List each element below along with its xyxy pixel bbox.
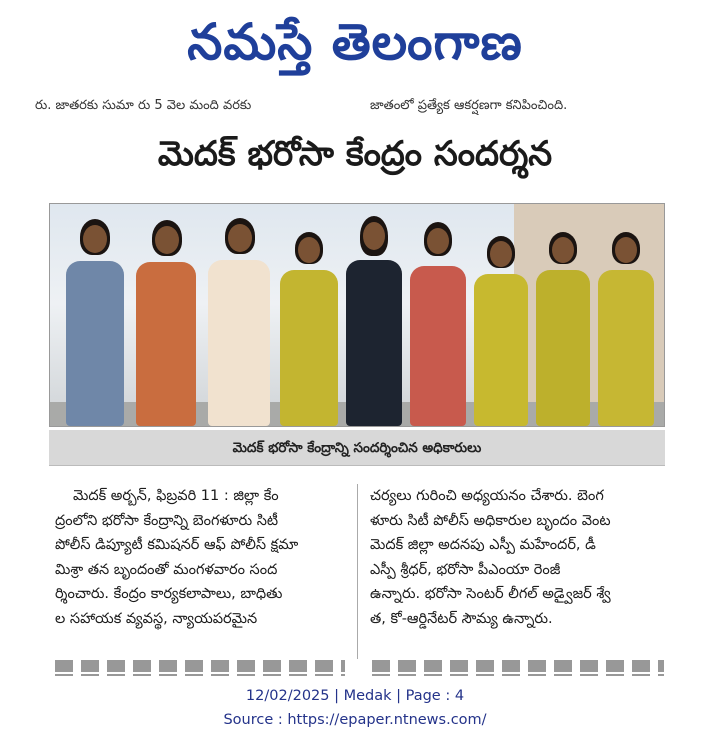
article-text-line: ల సహాయక వ్యవస్థ, న్యాయపరమైన <box>55 610 258 627</box>
newspaper-masthead <box>0 6 710 78</box>
photo-person <box>276 226 342 426</box>
article-text-line: ర్శించారు. కేంద్రం కార్యకలాపాలు, బాధితు <box>55 586 283 602</box>
article-text-line: ఉన్నారు. భరోసా సెంటర్ లీగల్ అడ్వైజర్ శ్వే <box>370 586 611 602</box>
photo-person <box>130 214 202 426</box>
article-column-left <box>55 484 355 631</box>
photo-person <box>342 210 406 426</box>
article-text-line: పోలీస్ డిప్యూటీ కమిషనర్ ఆఫ్ పోలీస్ క్షమా <box>55 537 299 553</box>
article-text-line: త, కో-ఆర్డినేటర్ సౌమ్య ఉన్నారు. <box>370 610 553 627</box>
article-headline: మెదక్ భరోసా కేంద్రం సందర్శన <box>157 134 553 174</box>
photo-person <box>532 226 594 426</box>
photo-person <box>406 214 470 426</box>
article-text-line: ఎస్పీ శ్రీధర్, భరోసా పీఎంయా రెంజీ <box>370 561 561 578</box>
article-text-line: ళూరు సిటీ పోలీస్ అధికారుల బృందం వెంట <box>370 512 611 529</box>
footer-date-line: 12/02/2025 | Medak | Page : 4 <box>245 688 465 704</box>
article-text-line: చర్యలు గురించి అధ్యయనం చేశారు. బెంగ <box>370 488 604 504</box>
masthead-title: నమస్తే తెలంగాణ <box>187 12 523 71</box>
photo-person <box>470 230 532 426</box>
previous-article-line-right: జాతంలో ప్రత్యేక ఆకర్షణగా కనిపించింది. <box>370 98 568 113</box>
photo-person <box>594 226 658 426</box>
article-text-line: మెదక్ జిల్లా అదనపు ఎస్పీ మహేందర్, డీ <box>370 537 596 553</box>
clip-bottom-edge <box>30 672 690 674</box>
photo-person <box>60 211 130 426</box>
article-photo <box>49 203 665 427</box>
article-text-line: మిశ్రా తన బృందంతో మంగళవారం సంద <box>55 561 278 578</box>
photo-caption: మెదక్ భరోసా కేంద్రాన్ని సందర్శించిన అధికారులు <box>49 430 665 466</box>
article-text-line: ద్రంలోని భరోసా కేంద్రాన్ని బెంగళూరు సిటీ <box>55 512 279 529</box>
footer-source-link[interactable]: Source : https://epaper.ntnews.com/ <box>223 712 487 728</box>
photo-person <box>202 212 276 426</box>
previous-article-line-left: రు. జాతరకు సుమా రు 5 వెల మంది వరకు <box>35 98 252 113</box>
article-text-line: మెదక్ అర్బన్, ఫిబ్రవరి 11 : జిల్లా కేం <box>73 488 279 504</box>
article-column-right <box>370 484 670 631</box>
column-divider <box>357 484 358 659</box>
